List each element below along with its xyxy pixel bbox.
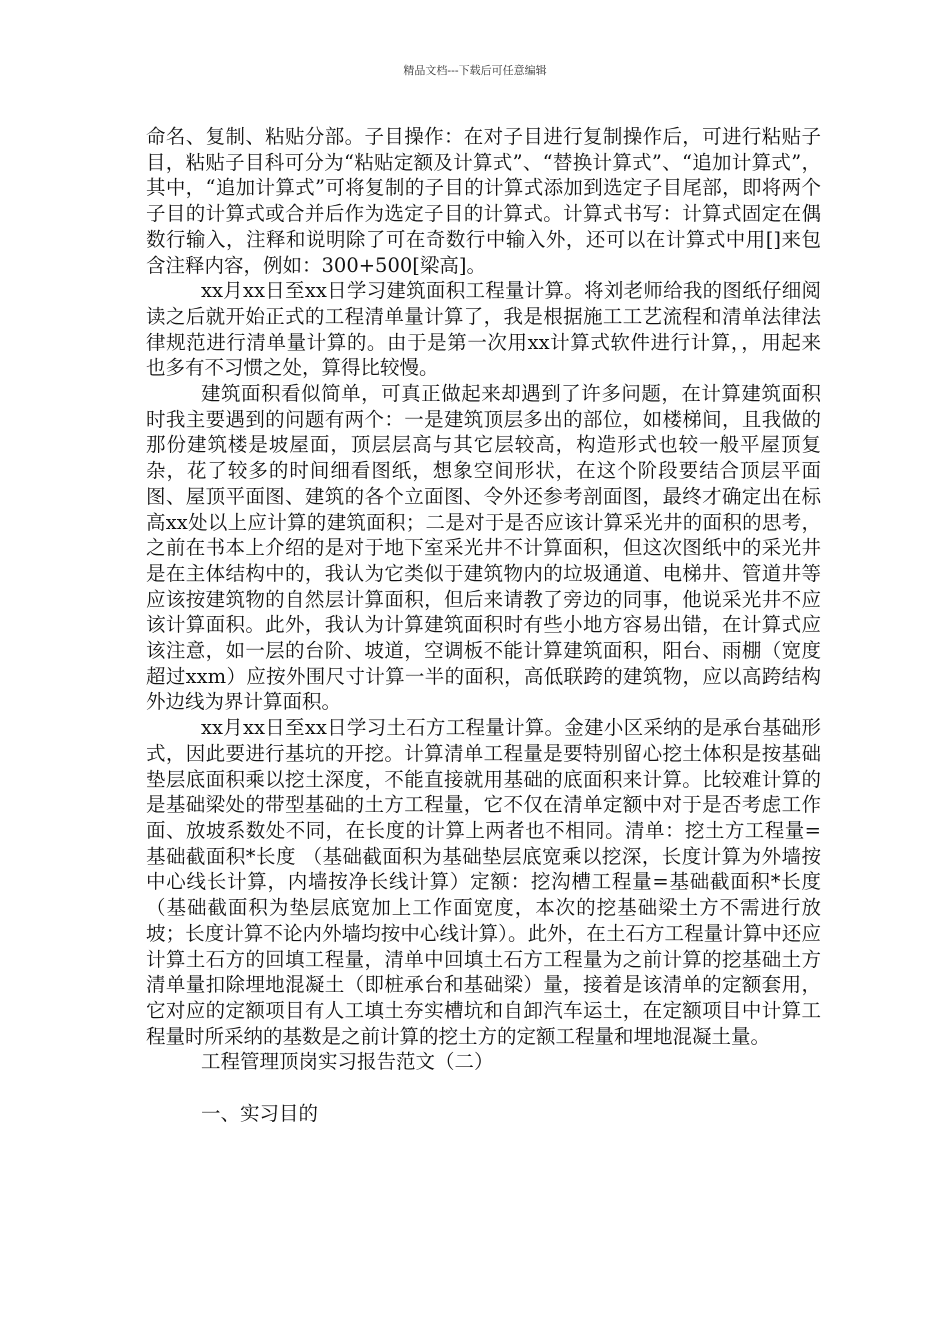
- paragraph-earthwork-study: xx月xx日至xx日学习土石方工程量计算。金建小区采纳的是承台基础形式，因此要进行基坑的开挖。计算清单工程量是要特别留心挖土体积是按基础垫层底面积乘以挖土深度，不能直接就用基础的底面积来计算。比较难计算的是基础梁处的带型基础的土方工程量，它不仅在清单定额中对于是否考虑工作面、放坡系数处不同，在长度的计算上两者也不相同。清单：挖土方工程量=基础截面积*长度 （基础截面积为基础垫层底宽乘以挖深，长度计算为外墙按中心线长计算，内墙按净长线计算）定额：挖沟槽工程量=基础截面积*长度 （基础截面积为垫层底宽加上工作面宽度，本次的挖基础梁土方不需进行放坡；长度计算不论内外墙均按中心线计算）。此外，在土石方工程量计算中还应计算土石方的回填工程量，清单中回填土石方工程量为之前计算的挖基础土方清单量扣除埋地混凝土（即桩承台和基础梁）量，接着是该清单的定额套用，它对应的定额项目有人工填土夯实槽坑和自卸汽车运土，在定额项目中计算工程量时所采纳的基数是之前计算的挖土方的定额工程量和埋地混凝土量。: [146, 716, 821, 1048]
- section-heading: 一、实习目的: [201, 1102, 319, 1126]
- paragraph-building-area-study: xx月xx日至xx日学习建筑面积工程量计算。将刘老师给我的图纸仔细阅读之后就开始正式的工程清单量计算了，我是根据施工工艺流程和清单法律法律规范进行清单量计算的。由于是第一次用xx计算式软件进行计算，，用起来也多有不习惯之处，算得比较慢。: [146, 279, 821, 380]
- document-body: [146, 124, 821, 1127]
- paragraph-software-operations: 命名、复制、粘贴分部。子目操作：在对子目进行复制操作后，可进行粘贴子目，粘贴子目科可分为“粘贴定额及计算式”、“替换计算式”、“追加计算式”，其中，“追加计算式”可将复制的子目的计算式添加到选定子目尾部，即将两个子目的计算式或合并后作为选定子目的计算式。计算式书写：计算式固定在偶数行输入，注释和说明除了可在奇数行中输入外，还可以在计算式中用[]来包含注释内容，例如：300+500[梁高]。: [146, 125, 821, 277]
- document-subtitle: 工程管理顶岗实习报告范文（二）: [201, 1050, 494, 1074]
- paragraph-building-area-problems: 建筑面积看似简单，可真正做起来却遇到了许多问题，在计算建筑面积时我主要遇到的问题有两个：一是建筑顶层多出的部位，如楼梯间，且我做的那份建筑楼是坡屋面，顶层层高与其它层较高，构造形式也较一般平屋顶复杂，花了较多的时间细看图纸，想象空间形状，在这个阶段要结合顶层平面图、屋顶平面图、建筑的各个立面图、令外还参考剖面图，最终才确定出在标高xx处以上应计算的建筑面积；二是对于是否应该计算采光井的面积的思考，之前在书本上介绍的是对于地下室采光井不计算面积，但这次图纸中的采光井是在主体结构中的，我认为它类似于建筑物内的垃圾通道、电梯井、管道井等应该按建筑物的自然层计算面积，但后来请教了旁边的同事，他说采光井不应该计算面积。此外，我认为计算建筑面积时有些小地方容易出错，在计算式应该注意，如一层的台阶、坡道，空调板不能计算建筑面积，阳台、雨棚（宽度超过xxm）应按外围尺寸计算一半的面积，高低联跨的建筑物，应以高跨结构外边线为界计算面积。: [146, 382, 821, 714]
- page-header: 精品文档---下载后可任意编辑: [403, 64, 547, 77]
